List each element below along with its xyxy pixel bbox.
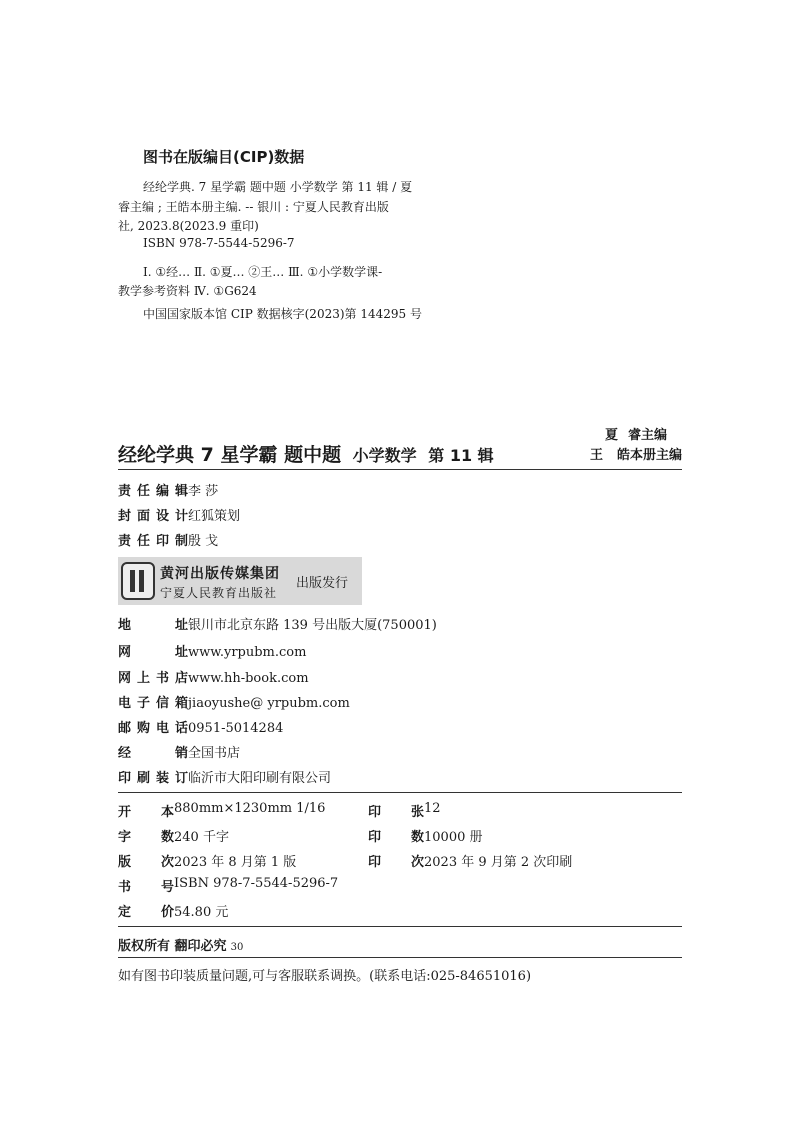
contact-label: 印刷装订	[118, 771, 188, 786]
publisher-group: 黄河出版传媒集团	[160, 566, 280, 582]
volume-editor	[590, 446, 682, 466]
cip-classification: Ⅰ. ①经… Ⅱ. ①夏… ②王… Ⅲ. ①小学数学课-	[143, 265, 383, 279]
contact-row	[118, 767, 331, 786]
book-title-subject: 小学数学	[352, 446, 417, 465]
contact-row	[118, 667, 309, 686]
book-title-volume: 第 11 辑	[428, 446, 494, 465]
copyright-notice	[118, 935, 243, 954]
staff-row	[118, 505, 240, 524]
cip-entry-line: 睿主编 ; 王皓本册主编. -- 银川 : 宁夏人民教育出版	[118, 200, 389, 214]
contact-value: 临沂市大阳印刷有限公司	[188, 771, 332, 786]
spec-cell	[118, 876, 518, 895]
spec-row	[118, 801, 618, 820]
spec-row	[118, 901, 368, 920]
editor-role: 皓本册主编	[616, 448, 682, 463]
cip-classification: 教学参考资料 Ⅳ. ①G624	[118, 284, 257, 298]
cip-core-number: 中国国家版本馆 CIP 数据核字(2023)第 144295 号	[143, 307, 422, 321]
contact-label: 邮购电话	[118, 721, 188, 736]
spec-cell	[118, 901, 368, 920]
staff-label: 责任印制	[118, 534, 188, 549]
contact-value: 银川市北京东路 139 号出版大厦(750001)	[188, 618, 437, 633]
staff-label: 责任编辑	[118, 484, 188, 499]
editor-credits	[590, 426, 682, 466]
editor-surname: 王	[589, 448, 603, 463]
spec-cell	[118, 826, 368, 845]
chief-editor	[590, 426, 682, 446]
contact-label: 电子信箱	[118, 696, 188, 711]
publisher-house: 宁夏人民教育出版社	[160, 586, 278, 600]
spec-value: 240 千字	[174, 830, 229, 845]
contact-value: jiaoyushe@ yrpubm.com	[188, 696, 350, 711]
spec-value: 2023 年 8 月第 1 版	[174, 855, 297, 870]
editor-surname: 夏	[604, 428, 618, 443]
spec-cell	[368, 801, 618, 820]
copyright-code: 30	[230, 942, 244, 953]
staff-value: 殷 戈	[188, 534, 219, 549]
contact-value: 0951-5014284	[188, 721, 284, 736]
spec-label: 印张	[368, 805, 424, 820]
spec-cell	[118, 851, 368, 870]
spec-label: 版次	[118, 855, 174, 870]
footer-note: 如有图书印装质量问题,可与客服联系调换。(联系电话:025-84651016)	[118, 969, 532, 984]
copyright-text: 版权所有 翻印必究	[118, 939, 227, 954]
cip-entry-line: 经纶学典. 7 星学霸 题中题 小学数学 第 11 辑 / 夏	[143, 180, 413, 194]
publisher-banner	[118, 557, 362, 605]
divider	[118, 926, 682, 927]
book-title	[118, 440, 494, 467]
spec-value: 54.80 元	[174, 905, 229, 920]
spec-value: 12	[424, 801, 441, 816]
editor-role: 睿主编	[628, 428, 668, 443]
publisher-role: 出版发行	[296, 576, 349, 591]
staff-value: 红狐策划	[188, 509, 241, 524]
staff-row	[118, 530, 218, 549]
staff-label: 封面设计	[118, 509, 188, 524]
spec-row	[118, 876, 518, 895]
contact-label: 网上书店	[118, 671, 188, 686]
contact-row	[118, 692, 350, 711]
spec-label: 书号	[118, 880, 174, 895]
spec-label: 印数	[368, 830, 424, 845]
contact-value: www.yrpubm.com	[188, 645, 307, 660]
spec-cell	[118, 801, 368, 820]
spec-label: 定价	[118, 905, 174, 920]
contact-row	[118, 742, 240, 761]
contact-row	[118, 717, 283, 736]
spec-value: 10000 册	[424, 830, 483, 845]
spec-value: ISBN 978-7-5544-5296-7	[174, 876, 339, 891]
staff-row	[118, 480, 218, 499]
contact-value: www.hh-book.com	[188, 671, 309, 686]
cip-isbn: ISBN 978-7-5544-5296-7	[143, 236, 295, 250]
divider	[118, 957, 682, 958]
cip-entry-line: 社, 2023.8(2023.9 重印)	[118, 219, 259, 233]
spec-label: 开本	[118, 805, 174, 820]
contact-row	[118, 614, 437, 633]
contact-label: 网址	[118, 645, 188, 660]
spec-value: 880mm×1230mm 1/16	[174, 801, 326, 816]
contact-label: 地址	[118, 618, 188, 633]
cip-title: 图书在版编目(CIP)数据	[143, 148, 305, 166]
divider	[118, 469, 682, 470]
contact-row	[118, 641, 306, 660]
spec-value: 2023 年 9 月第 2 次印刷	[424, 855, 573, 870]
divider	[118, 792, 682, 793]
spec-label: 字数	[118, 830, 174, 845]
spec-cell	[368, 851, 618, 870]
staff-value: 李 莎	[188, 484, 219, 499]
contact-label: 经销	[118, 746, 188, 761]
spec-row	[118, 826, 618, 845]
spec-row	[118, 851, 618, 870]
spec-cell	[368, 826, 618, 845]
publisher-logo-icon	[121, 562, 155, 600]
spec-label: 印次	[368, 855, 424, 870]
book-title-main: 经纶学典 7 星学霸 题中题	[118, 444, 342, 466]
contact-value: 全国书店	[188, 746, 241, 761]
